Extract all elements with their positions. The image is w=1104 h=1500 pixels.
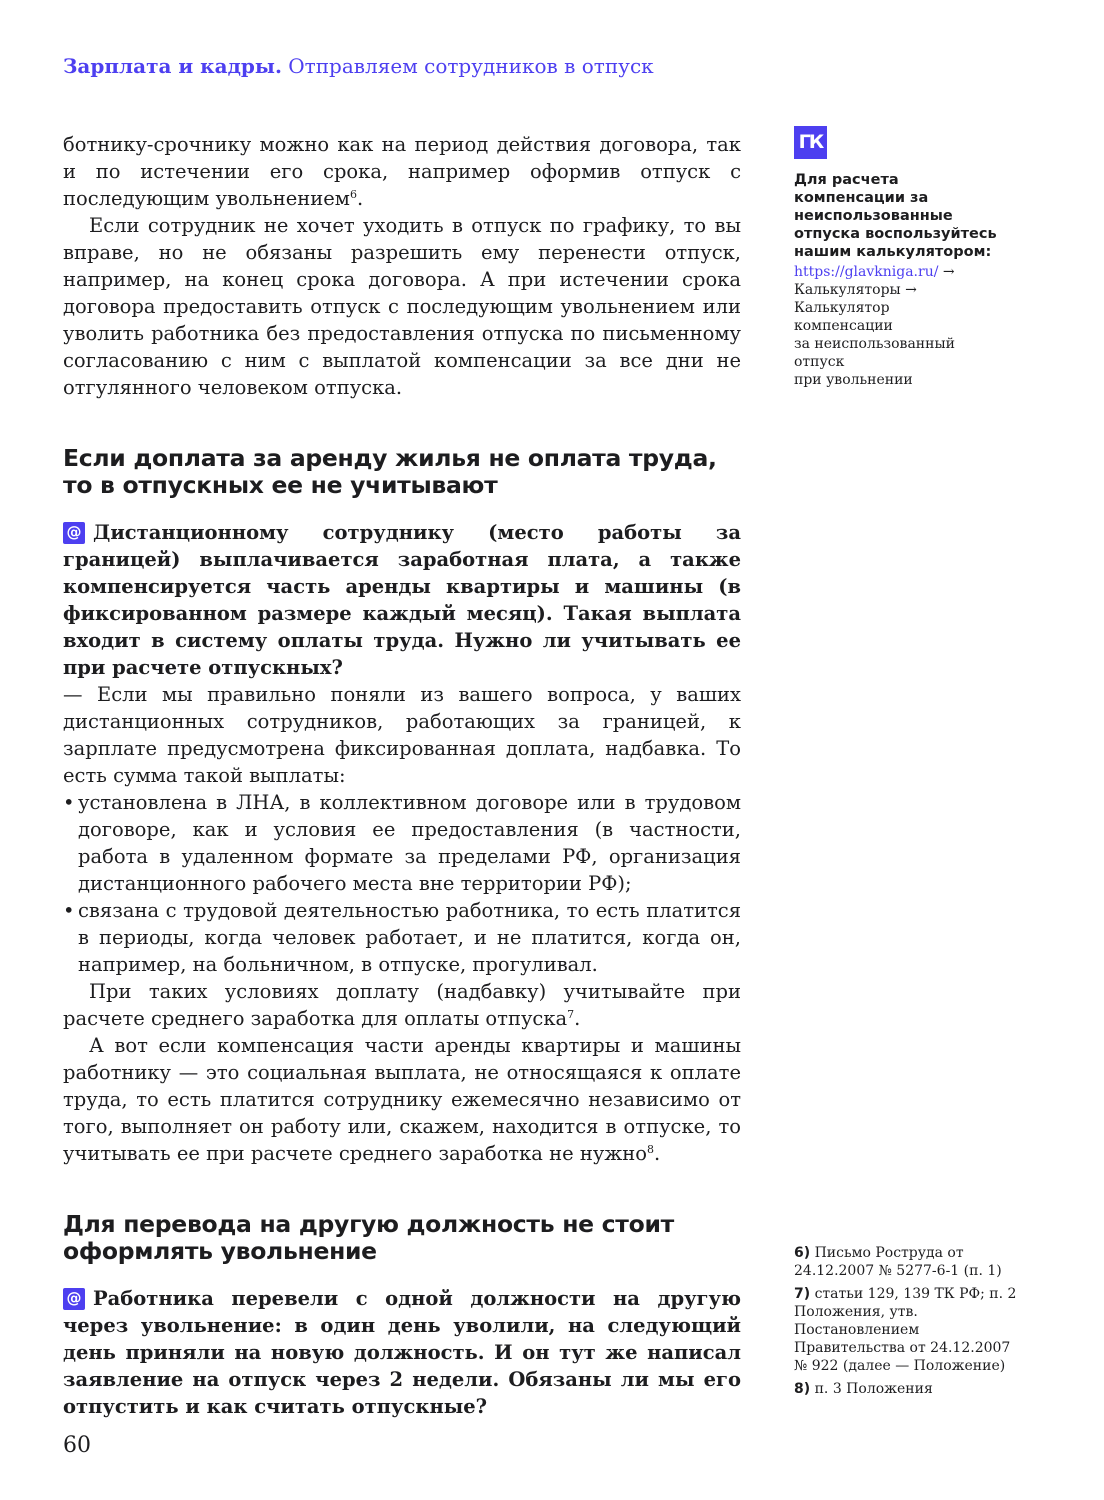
footnote-ref-8[interactable]: 8 [647,1143,654,1156]
intro-paragraph-1-text: ботнику-срочнику можно как на период действия договора, так и по истечении его срока, например оформив отпуск с последующим увольнением [63,133,741,210]
footnotes [794,1244,1024,1403]
question-text: Дистанционному сотруднику (место работы за границей) выплачивается заработная плата, а также компенсируется часть аренды квартиры и машины (в фиксированном размере каждый месяц). Такая выплата входит в систему оплаты труда. Нужно ли учитывать ее при расчете отпускных? [63,521,741,679]
sidebar-path-line-1: Калькуляторы → Калькулятор [794,282,917,316]
sidebar-path [794,263,1009,389]
conditions-paragraph-text: При таких условиях доплату (надбавку) учитывайте при расчете среднего заработка для оплаты отпуска [63,980,741,1030]
section-heading-line-1: Для перевода на другую должность не стоит [63,1210,674,1238]
running-header-section: Зарплата и кадры. [63,54,282,78]
sidebar-path-line-4: при увольнении [794,372,913,388]
question-at-icon: @ [63,1288,85,1310]
main-column [63,131,741,1420]
footnote-text: статьи 129, 139 ТК РФ; п. 2 Положения, утв. Постановлением Правительства от 24.12.2007 № 922 (далее — Положение) [794,1286,1017,1374]
page-number: 60 [63,1433,91,1458]
section-heading-transfer [63,1211,741,1265]
sidebar-calculator-note [794,126,1009,389]
footnote-text: Письмо Роструда от 24.12.2007 № 5277-6-1 (п. 1) [794,1245,1002,1279]
list-item [63,897,741,978]
conditions-paragraph: При таких условиях доплату (надбавку) учитывайте при расчете среднего заработка для оплаты отпуска$^7$. [63,980,741,1030]
footnote-ref-7[interactable]: 7 [567,1008,575,1021]
bullet-icon: • [63,791,75,814]
intro-paragraph-2: Если сотрудник не хочет уходить в отпуск по графику, то вы вправе, но не обязаны разрешить ему перенести отпуск, например, на конец срока договора. А при истечении срока договора предоставить отпуск с последующим увольнением или уволить работника без предоставления отпуска по письменному согласованию с ним с выплатой компенсации за все дни не отгулянного человеком отпуска. [63,214,741,399]
footnote-number: 6) [794,1245,811,1261]
sidebar-path-line-2: компенсации [794,318,893,334]
question-at-icon: @ [63,522,85,544]
sidebar-title: Для расчета компенсации за неиспользованные отпуска воспользуйтесь нашим калькулятором: [794,172,997,260]
bullet-icon: • [63,899,75,922]
footnote-number: 8) [794,1381,811,1397]
footnote-number: 7) [794,1286,811,1302]
footnote-ref-6[interactable]: 6 [349,188,357,201]
compensation-paragraph-text: А вот если компенсация части аренды квартиры и машины работнику — это социальная выплата, не относящаяся к оплате труда, то есть платится сотруднику ежемесячно независимо от того, выполняет он работу или, скажем, находится в отпуске, то учитывать ее при расчете среднего заработка не нужно [63,1034,741,1165]
reader-question-2 [63,1285,741,1420]
list-item [63,789,741,897]
compensation-paragraph: А вот если компенсация части аренды квартиры и машины работнику — это социальная выплата, не относящаяся к оплате труда, то есть платится сотруднику ежемесячно независимо от того, выполняет он работу или, скажем, находится в отпуске, то учитывать ее при расчете среднего заработка не нужно$^8$. [63,1034,741,1165]
answer-intro: — Если мы правильно поняли из вашего вопроса, у ваших дистанционных сотрудников, работающих за границей, к зарплате предусмотрена фиксированная доплата, надбавка. То есть сумма такой выплаты: [63,683,741,787]
conditions-list [63,789,741,978]
glavkniga-logo-icon: ГК [794,126,827,159]
list-item-text: связана с трудовой деятельностью работника, то есть платится в периоды, когда человек работает, и не платится, когда он, например, на больничном, в отпуске, прогуливал. [78,899,741,976]
list-item-text: установлена в ЛНА, в коллективном договоре или в трудовом договоре, как и условия ее предоставления (в частности, работа в удаленном формате за пределами РФ, организация дистанционного рабочего места вне территории РФ); [78,791,741,895]
reader-question-1 [63,519,741,681]
section-heading-line-2: то в отпускных ее не учитывают [63,471,498,499]
intro-paragraph-1: ботнику-срочнику можно как на период действия договора, так и по истечении его срока, например оформив отпуск с последующим увольнением$^6$. [63,133,741,210]
running-header [63,54,654,78]
footnote-7 [794,1285,1024,1375]
arrow-right-icon: → [938,264,955,280]
section-heading-rent-allowance [63,445,741,499]
footnote-6 [794,1244,1024,1280]
footnote-text: п. 3 Положения [814,1381,933,1397]
sidebar-path-line-3: за неиспользованный отпуск [794,336,955,370]
running-header-title: Отправляем сотрудников в отпуск [288,54,654,78]
section-heading-line-2: оформлять увольнение [63,1237,377,1265]
question-text: Работника перевели с одной должности на другую через увольнение: в один день уволили, на следующий день приняли на новую должность. И он тут же написал заявление на отпуск через 2 недели. Обязаны ли мы его отпустить и как считать отпускные? [63,1287,741,1418]
glavkniga-link[interactable]: https://glavkniga.ru/ [794,264,939,280]
footnote-8 [794,1380,1024,1398]
section-heading-line-1: Если доплата за аренду жилья не оплата труда, [63,444,717,472]
